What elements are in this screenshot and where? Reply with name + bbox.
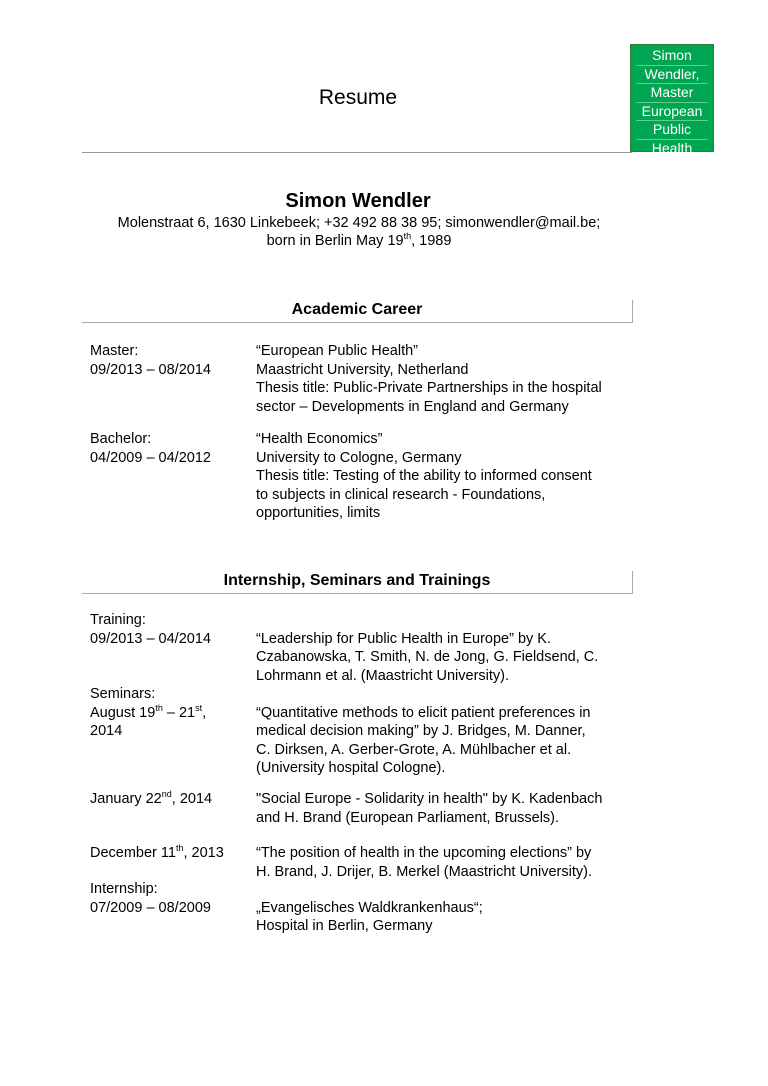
degree-dates: 04/2009 – 04/2012 [90,449,211,466]
thesis-line: Thesis title: Public-Private Partnerships in the hospital [256,380,602,396]
profile-tag-line: Wendler, [636,66,708,85]
profile-tag-line: Public [636,121,708,140]
category-label: Seminars: [90,686,156,702]
document-title: Resume [318,86,398,109]
degree-institution: Maastricht University, Netherland [256,361,469,378]
degree-institution: University to Cologne, Germany [256,449,462,466]
profile-tag-line: Health [651,139,693,156]
degree-label: Master: [90,343,139,359]
profile-tag-line: Master [636,84,708,103]
profile-tag-line: Simon [636,47,708,66]
category-label: Training: [90,612,146,628]
category-label: Internship: [90,881,158,897]
entry-text-line: Czabanowska, T. Smith, N. de Jong, G. Fieldsend, C. [256,649,599,665]
entry-text-line: C. Dirksen, A. Gerber-Grote, A. Mühlbacher et al. [256,741,572,758]
entry-dates: January 22nd, 2014 [90,789,213,807]
entry-dates: August 19th – 21st, [90,702,207,721]
entry-text-line: Hospital in Berlin, Germany [256,918,433,934]
entry-text-line: “Leadership for Public Health in Europe” by K. [256,630,551,647]
thesis-line: Thesis title: Testing of the ability to informed consent [256,468,592,484]
section-title: Internship, Seminars and Trainings [223,572,491,589]
entry-dates: 09/2013 – 04/2014 [90,630,211,647]
thesis-line: to subjects in clinical research - Foundations, [256,486,546,503]
entry-dates: December 11th, 2013 [90,843,224,861]
section-title: Academic Career [291,301,423,318]
entry-dates: 07/2009 – 08/2009 [90,899,211,916]
section-heading-internship [82,571,633,594]
degree-label: Bachelor: [90,431,152,447]
person-name: Simon Wendler [285,190,431,212]
section-heading-academic [82,300,633,323]
degree-dates: 09/2013 – 08/2014 [90,361,211,378]
contact-info [80,214,638,250]
birth-info: born in Berlin May 19th, 1989 [266,231,452,249]
degree-program: “Health Economics” [256,431,383,447]
degree-program: “European Public Health” [256,343,419,359]
entry-text-line: H. Brand, J. Drijer, B. Merkel (Maastricht University). [256,863,592,880]
entry-text-line: (University hospital Cologne). [256,760,446,776]
entry-text-line: "Social Europe - Solidarity in health" by K. Kadenbach [256,791,603,807]
entry-text-line: Lohrmann et al. (Maastricht University). [256,667,510,684]
entry-text-line: “The position of health in the upcoming elections” by [256,845,592,861]
entry-text-line: „Evangelisches Waldkrankenhaus“; [256,899,483,916]
thesis-line: opportunities, limits [256,505,381,521]
entry-text-line: “Quantitative methods to elicit patient preferences in [256,704,591,721]
entry-text-line: and H. Brand (European Parliament, Brussels). [256,809,560,826]
contact-address-line: Molenstraat 6, 1630 Linkebeek; +32 492 88 38 95; simonwendler@mail.be; [117,215,601,231]
thesis-line: sector – Developments in England and Germany [256,398,569,415]
entry-dates-year: 2014 [90,723,123,739]
header-divider [82,152,632,153]
entry-text-line: medical decision making” by J. Bridges, M. Danner, [256,723,586,739]
profile-tag-line: European [636,103,708,122]
